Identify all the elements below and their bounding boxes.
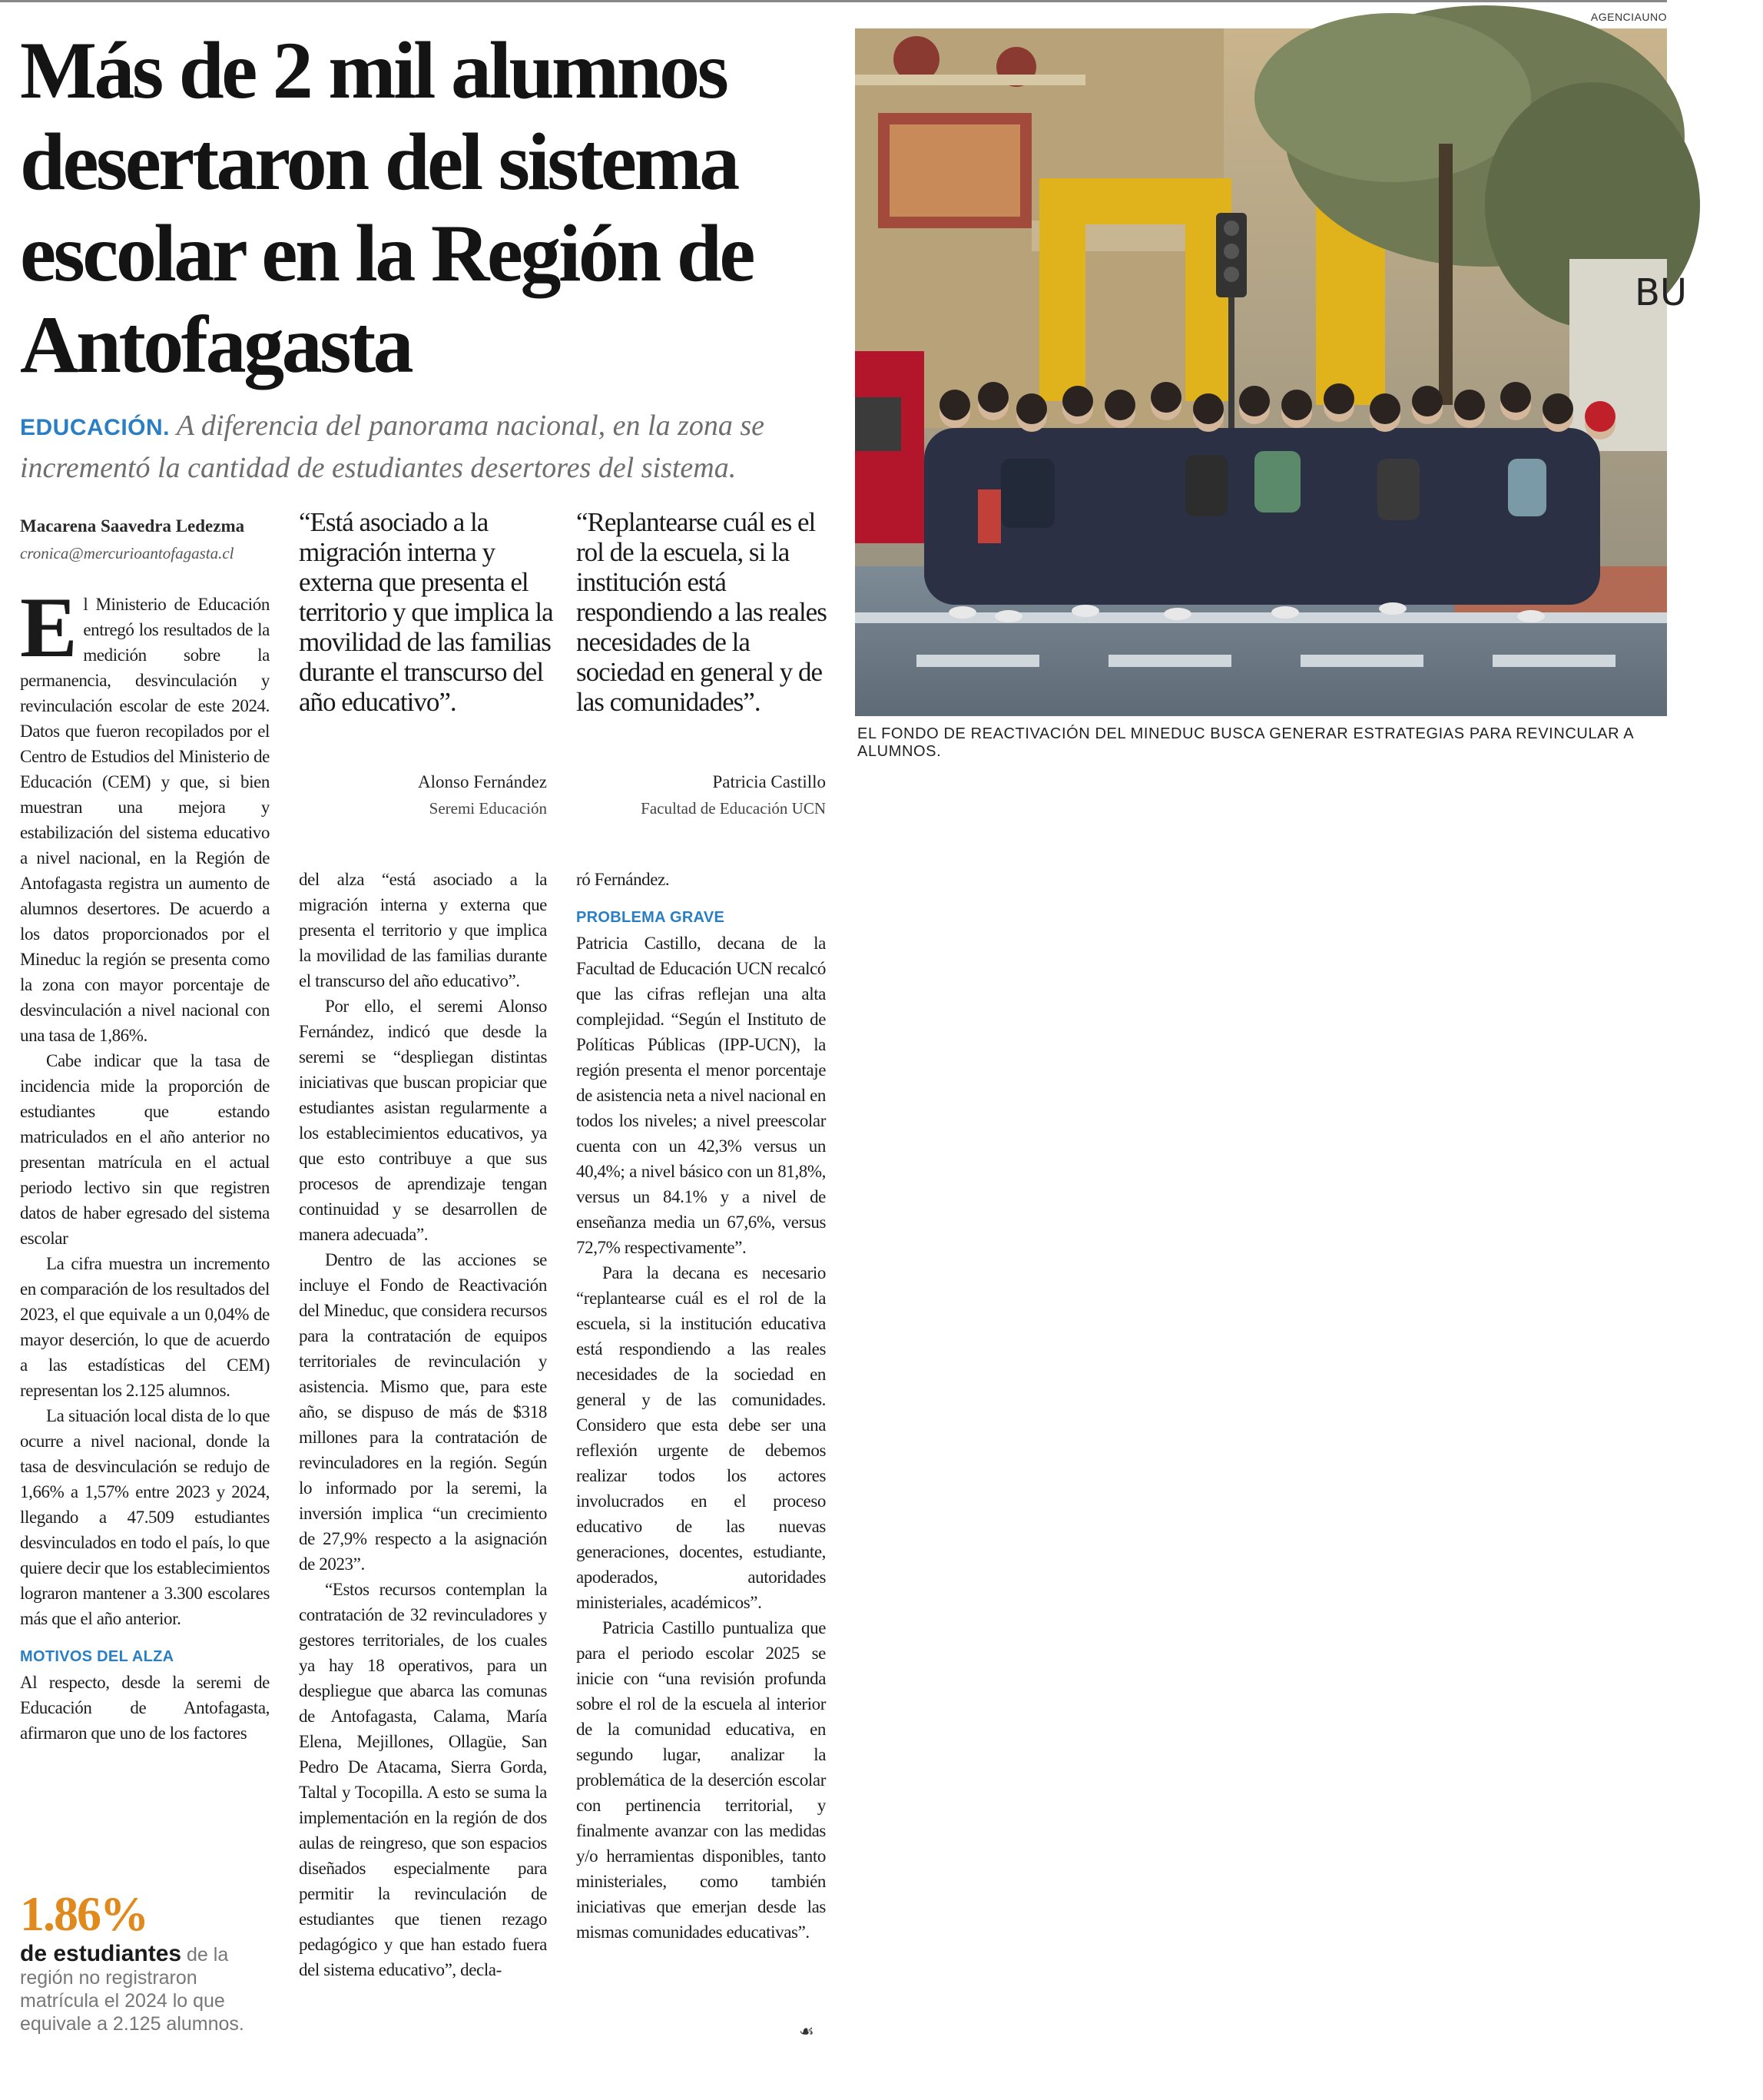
photo-illustration [855, 28, 1688, 716]
pull-quote-1: “Está asociado a la migración interna y externa que presenta el territorio y que implica la movilidad de las familias durante el transcurso del año educativo”. [299, 507, 553, 717]
pull-quote-2: “Replantearse cuál es el rol de la escuela, si la institución está respondiendo a las reales necesidades de la sociedad en general y de las comunidades”. [576, 507, 827, 717]
subhead-motivos: MOTIVOS DEL ALZA [20, 1648, 174, 1665]
body-paragraph: Por ello, el seremi Alonso Fernández, indicó que desde la seremi se “despliegan distintas iniciativas que buscan propiciar que estudiantes asistan regularmente a los establecimientos educativos, ya que esto contribuye a que sus procesos de aprendizaje tengan continuidad y se desarrollen de manera adecuada”. [299, 997, 547, 1244]
body-paragraph: Al respecto, desde la seremi de Educación de Antofagasta, afirmaron que uno de los factores [20, 1673, 270, 1743]
body-paragraph: Patricia Castillo puntualiza que para el periodo escolar 2025 se inicie con “una revisión profunda sobre el rol de la escuela al interior de la comunidad educativa, en segundo lugar, analizar la problemática de la deserción escolar con pertinencia territorial, y finalmente avanzar con las medidas y/o herramientas disponibles, tanto ministeriales, como también iniciativas que emerjan desde las mismas comunidades educativas”. [576, 1618, 826, 1942]
body-column-1 [20, 580, 270, 1852]
lead-kicker: EDUCACIÓN. [20, 415, 171, 440]
pull-quote-1-name: Alonso Fernández [418, 772, 547, 791]
body-column-3 [576, 867, 826, 2050]
sign-text: BU [1635, 271, 1688, 314]
body-paragraph: Dentro de las acciones se incluye el Fondo de Reactivación del Mineduc, que considera recursos para la contratación de equipos territoriales de revinculación y asistencia. Mismo que, para este año, se dispuso de más de $318 millones para la contratación de revinculadores en la región. Según lo informado por la seremi, la inversión implica “un crecimiento de 27,9% respecto a la asignación de 2023”. [299, 1250, 547, 1574]
pull-quote-1-role: Seremi Educación [429, 799, 547, 818]
photo-caption: EL FONDO DE REACTIVACIÓN DEL MINEDUC BUSCA GENERAR ESTRATEGIAS PARA REVINCULAR A ALUMNOS. [857, 725, 1634, 760]
body-paragraph: Cabe indicar que la tasa de incidencia mide la proporción de estudiantes que estando matriculados en el año anterior no presentan matrícula en el actual periodo lectivo sin que registren datos de haber egresado del sistema escolar [20, 1051, 270, 1248]
body-paragraph: La situación local dista de lo que ocurre a nivel nacional, donde la tasa de desvinculación se redujo de 1,66% a 1,57% entre 2023 y 2024, llegando a 47.509 estudiantes desvinculados en todo el país, lo que quiere decir que los establecimientos lograron mantener a 3.300 escolares más que el año anterior. [20, 1406, 270, 1628]
stat-text [20, 1942, 273, 2035]
news-photo [855, 28, 1688, 716]
top-rule [0, 0, 1667, 2]
pull-quote-2-role: Facultad de Educación UCN [641, 799, 826, 818]
subhead-problema: PROBLEMA GRAVE [576, 909, 725, 926]
body-paragraph: ró Fernández. [576, 870, 670, 889]
photo-credit: AGENCIAUNO [1590, 11, 1667, 23]
stat-bold: de estudiantes [20, 1941, 182, 1966]
lead [20, 406, 834, 488]
dropcap: E [20, 580, 78, 675]
stat-rest: de la región no registraron matrícula el 2024 lo que equivale a 2.125 alumnos. [20, 1944, 244, 2035]
lead-text: A diferencia del panorama nacional, en la zona se incrementó la cantidad de estudiantes desertores del sistema. [20, 410, 765, 484]
body-paragraph: La cifra muestra un incremento en comparación de los resultados del 2023, el que equivale a un 0,04% de mayor deserción, lo que de acuerdo a las estadísticas del CEM) representan los 2.125 alumnos. [20, 1254, 270, 1400]
body-text: l Ministerio de Educación entregó los resultados de la medición sobre la permanencia, desvinculación y revinculación escolar de este 2024. Datos que fueron recopilados por el Centro de Estudios del Ministerio de Educación (CEM) y que, si bien muestran una mejora y estabilización del sistema educativo a nivel nacional, en la Región de Antofagasta registra un aumento de alumnos desertores. De acuerdo a los datos proporcionados por el Mineduc la región se presenta como la zona con mayor porcentaje de desvinculación a nivel nacional con una tasa de 1,86%. [20, 595, 270, 1045]
body-paragraph: Para la decana es necesario “replantearse cuál es el rol de la escuela, si la institución educativa está respondiendo a las reales necesidades de la sociedad en general y de las comunidades. Considero que esta debe ser una reflexión urgente de debemos realizar todos los actores involucrados en el proceso educativo de las nuevas generaciones, docentes, estudiante, apoderados, autoridades ministeriales, académicos”. [576, 1263, 826, 1612]
body-paragraph [20, 580, 270, 1048]
body-paragraph: del alza “está asociado a la migración interna y externa que presenta el territorio y que implica la movilidad de las familias durante el transcurso del año educativo”. [299, 870, 547, 990]
stat-number: 1.86% [20, 1886, 147, 1941]
end-mark-icon: ☙ [799, 2022, 814, 2042]
body-paragraph: “Estos recursos contemplan la contratación de 32 revinculadores y gestores territoriales, de los cuales ya hay 18 operativos, para un despliegue que abarca las comunas de Antofagasta, Calama, María Elena, Mejillones, Ollagüe, San Pedro De Atacama, Sierra Gorda, Taltal y Tocopilla. A esto se suma la implementación en la región de dos aulas de reingreso, que son espacios diseñados especialmente para permitir la revinculación de estudiantes que tienen rezago pedagógico y que han estado fuera del sistema educativo”, decla- [299, 1580, 547, 1979]
headline: Más de 2 mil alumnos desertaron del sistema escolar en la Región de Antofagasta [20, 25, 753, 390]
body-column-2 [299, 867, 547, 2050]
pull-quote-2-name: Patricia Castillo [712, 772, 826, 791]
author-email: cronica@mercurioantofagasta.cl [20, 544, 234, 562]
body-paragraph: Patricia Castillo, decana de la Facultad de Educación UCN recalcó que las cifras reflejan una alta complejidad. “Según el Instituto de Políticas Públicas (IPP-UCN), la región presenta el menor porcentaje de asistencia neta a nivel nacional en todos los niveles; a nivel preescolar cuenta con un 42,3% versus un 40,4%; a nivel básico con un 81,8%, versus un 84.1% y a nivel de enseñanza media un 67,6%, versus 72,7% respectivamente”. [576, 934, 826, 1257]
author: Macarena Saavedra Ledezma [20, 516, 245, 536]
